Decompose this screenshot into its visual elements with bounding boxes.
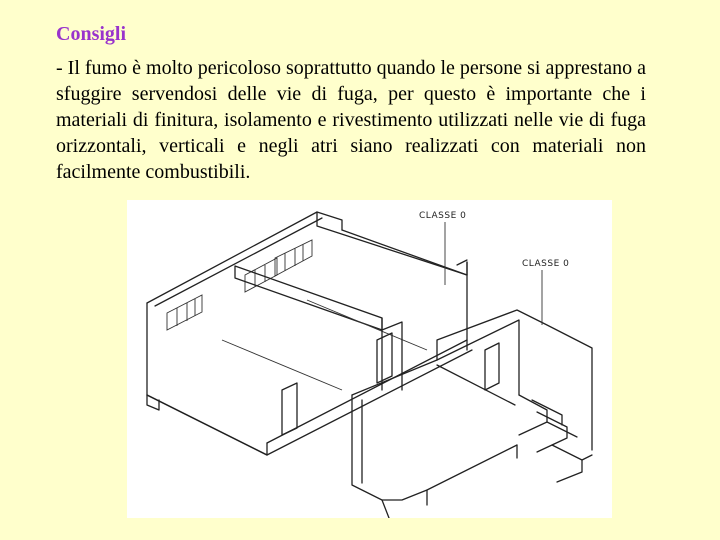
slide-title: Consigli [56,23,127,45]
building-sketch-figure [127,200,612,518]
label-classe-0-right: CLASSE 0 [522,259,570,269]
body-paragraph: - Il fumo è molto pericoloso soprattutto quando le persone si apprestano a sfuggire servendosi delle vie di fuga, per questo è importante che i materiali di finitura, isolamento e rivestimento utilizzati nelle vie di fuga orizzontali, verticali e negli atri siano realizzati con materiali non facilmente combustibili. [56,57,646,183]
label-classe-0-top: CLASSE 0 [419,211,467,221]
building-sketch [127,200,612,518]
